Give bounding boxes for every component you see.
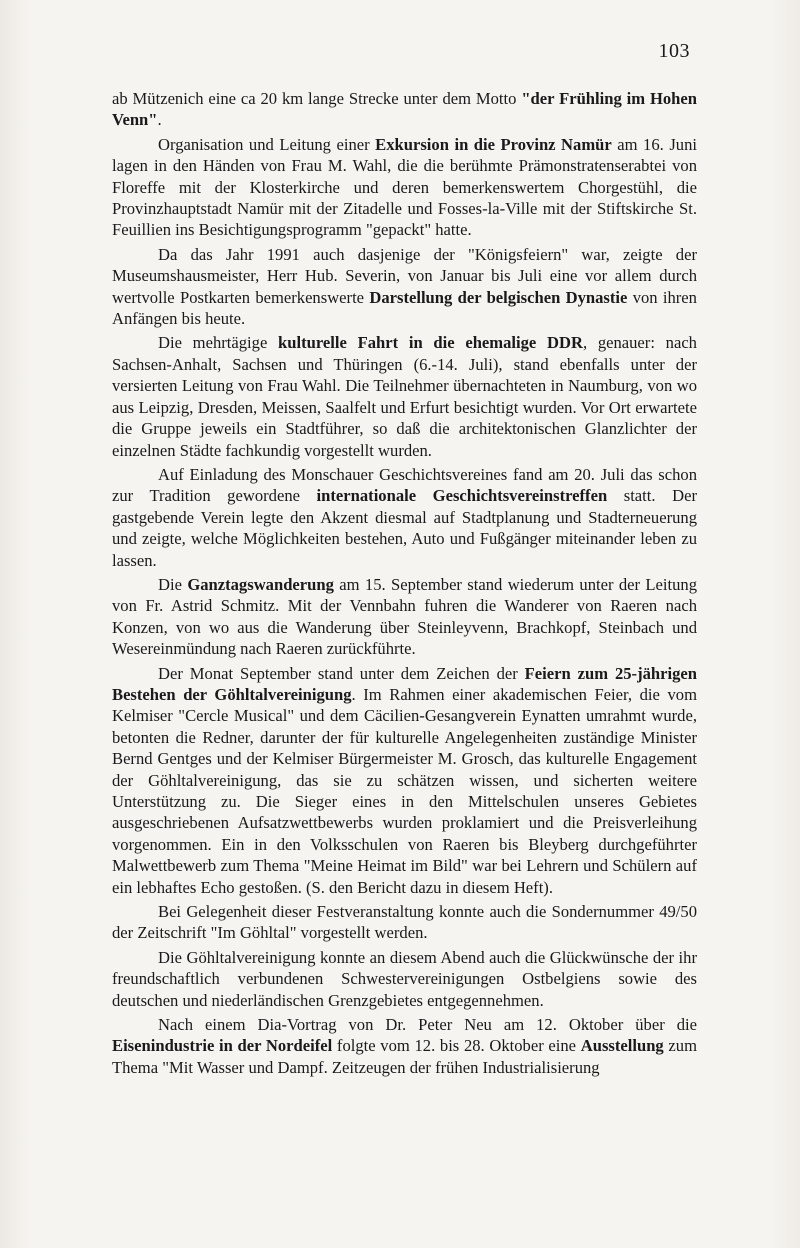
- paragraph: [112, 663, 697, 898]
- bold-text: Eisenindustrie in der Nordeifel: [112, 1036, 333, 1056]
- paragraph: [112, 244, 697, 330]
- text-run: Der Monat September stand unter dem Zeichen der: [158, 663, 525, 683]
- bold-text: internationale Geschichtsvereinstreffen: [316, 486, 608, 506]
- text-run: Die mehrtägige: [158, 333, 279, 353]
- body-text: [112, 88, 697, 1081]
- paragraph: [112, 464, 697, 571]
- text-run: Organisation und Leitung einer: [158, 134, 376, 154]
- text-run: am 16. Juni lagen in den Händen von Frau M. Wahl, die die berühmte Prämonstratenserabtei von Floreffe mit der Klosterkirche und deren bemerkenswertem Chorgestühl, die Provinzhauptstadt Namür mit der Zitadelle und Fosses-la-Ville mit der Stiftskirche St. Feuillien ins Besichtigungsprogramm "gepackt" hatte.: [112, 134, 697, 240]
- text-run: , genauer: nach Sachsen-Anhalt, Sachsen und Thüringen (6.-14. Juli), stand ebenfalls unter der versierten Leitung von Frau Wahl. Die Teilnehmer übernachteten in Naumburg, von wo aus Leipzig, Dresden, Meissen, Saalfelt und Erfurt besichtigt wurden. Vor Ort erwartete die Gruppe jeweils ein Stadtführer, so daß die architektonischen Glanzlichter der einzelnen Städte fachkundig vorgestellt wurden.: [112, 333, 697, 460]
- text-run: .: [157, 110, 162, 130]
- bold-text: Exkursion in die Provinz Namür: [375, 134, 612, 154]
- text-run: von ihren Anfängen bis heute.: [112, 287, 697, 329]
- text-run: statt. Der gastgebende Verein legte den Akzent diesmal auf Stadtplanung und Stadterneuerung und zeigte, welche Möglichkeiten bestehen, Auto und Fußgänger miteinander leben zu lassen.: [112, 486, 697, 570]
- paragraph: [112, 947, 697, 1011]
- text-run: ab Mützenich eine ca 20 km lange Strecke unter dem Motto: [112, 89, 522, 108]
- text-run: Da das Jahr 1991 auch dasjenige der "Königsfeiern" war, zeigte der Museumshausmeister, Herr Hub. Severin, von Januar bis Juli eine vor allem durch wertvolle Postkarten bemerkenswerte: [112, 244, 697, 307]
- bold-text: "der Frühling im Hohen Venn": [112, 89, 697, 130]
- text-run: Auf Einladung des Monschauer Geschichtsvereines fand am 20. Juli das schon zur Tradition gewordene: [112, 464, 697, 506]
- paragraph: [112, 88, 697, 131]
- bold-text: kulturelle Fahrt in die ehemalige DDR: [278, 333, 583, 353]
- text-run: am 15. September stand wiederum unter der Leitung von Fr. Astrid Schmitz. Mit der Vennbahn fuhren die Wanderer von Raeren nach Konzen, von wo aus die Wanderung über Steinleyvenn, Brachkopf, Steinbach und Wesereinmündung nach Raeren zurückführte.: [112, 574, 697, 659]
- bold-text: Darstellung der belgischen Dynastie: [369, 287, 628, 307]
- text-run: zum Thema "Mit Wasser und Dampf. Zeitzeugen der frühen Industrialisierung: [112, 1036, 697, 1077]
- text-run: Bei Gelegenheit dieser Festveranstaltung konnte auch die Sondernummer 49/50 der Zeitschrift "Im Göhltal" vorgestellt werden.: [112, 902, 697, 943]
- bold-text: Ganztagswanderung: [187, 574, 334, 594]
- text-run: Die Göhltalvereinigung konnte an diesem Abend auch die Glückwünsche der ihr freundschaftlich verbundenen Schwestervereinigungen Ostbelgiens sowie des deutschen und niederländischen Grenzgebietes entgegennehmen.: [112, 947, 697, 1010]
- paragraph: [112, 901, 697, 944]
- paragraph: [112, 332, 697, 460]
- text-run: Nach einem Dia-Vortrag von Dr. Peter Neu am 12. Oktober über die: [158, 1015, 697, 1035]
- bold-text: Ausstellung: [580, 1036, 664, 1056]
- paragraph: [112, 574, 697, 660]
- text-run: . Im Rahmen einer akademischen Feier, die vom Kelmiser "Cercle Musical" und dem Cäcilien-Gesangverein Eynatten umrahmt wurde, betonten die Redner, darunter der für kulturelle Angelegenheiten zuständige Minister Bernd Gentges und der Kelmiser Bürgermeister M. Grosch, das kulturelle Engagement der Göhltalvereinigung, das sie zu schätzen wissen, und sicherten weitere Unterstützung zu. Die Sieger eines in den Mittelschulen unseres Gebietes ausgeschriebenen Aufsatzwettbewerbs wurden proklamiert und die Preisverleihung vorgenommen. Ein in den Volksschulen von Raeren bis Bleyberg durchgeführter Malwettbewerb zum Thema "Meine Heimat im Bild" war bei Lehrern und Schülern auf ein lebhaftes Echo gestoßen. (S. den Bericht dazu in diesem Heft).: [112, 684, 697, 897]
- text-run: folgte vom 12. bis 28. Oktober eine: [332, 1036, 581, 1056]
- page-number: 103: [658, 40, 690, 62]
- bold-text: Feiern zum 25-jährigen Bestehen der Göhltalvereinigung: [112, 663, 697, 704]
- paragraph: [112, 134, 697, 241]
- paragraph: [112, 1014, 697, 1078]
- text-run: Die: [158, 574, 188, 594]
